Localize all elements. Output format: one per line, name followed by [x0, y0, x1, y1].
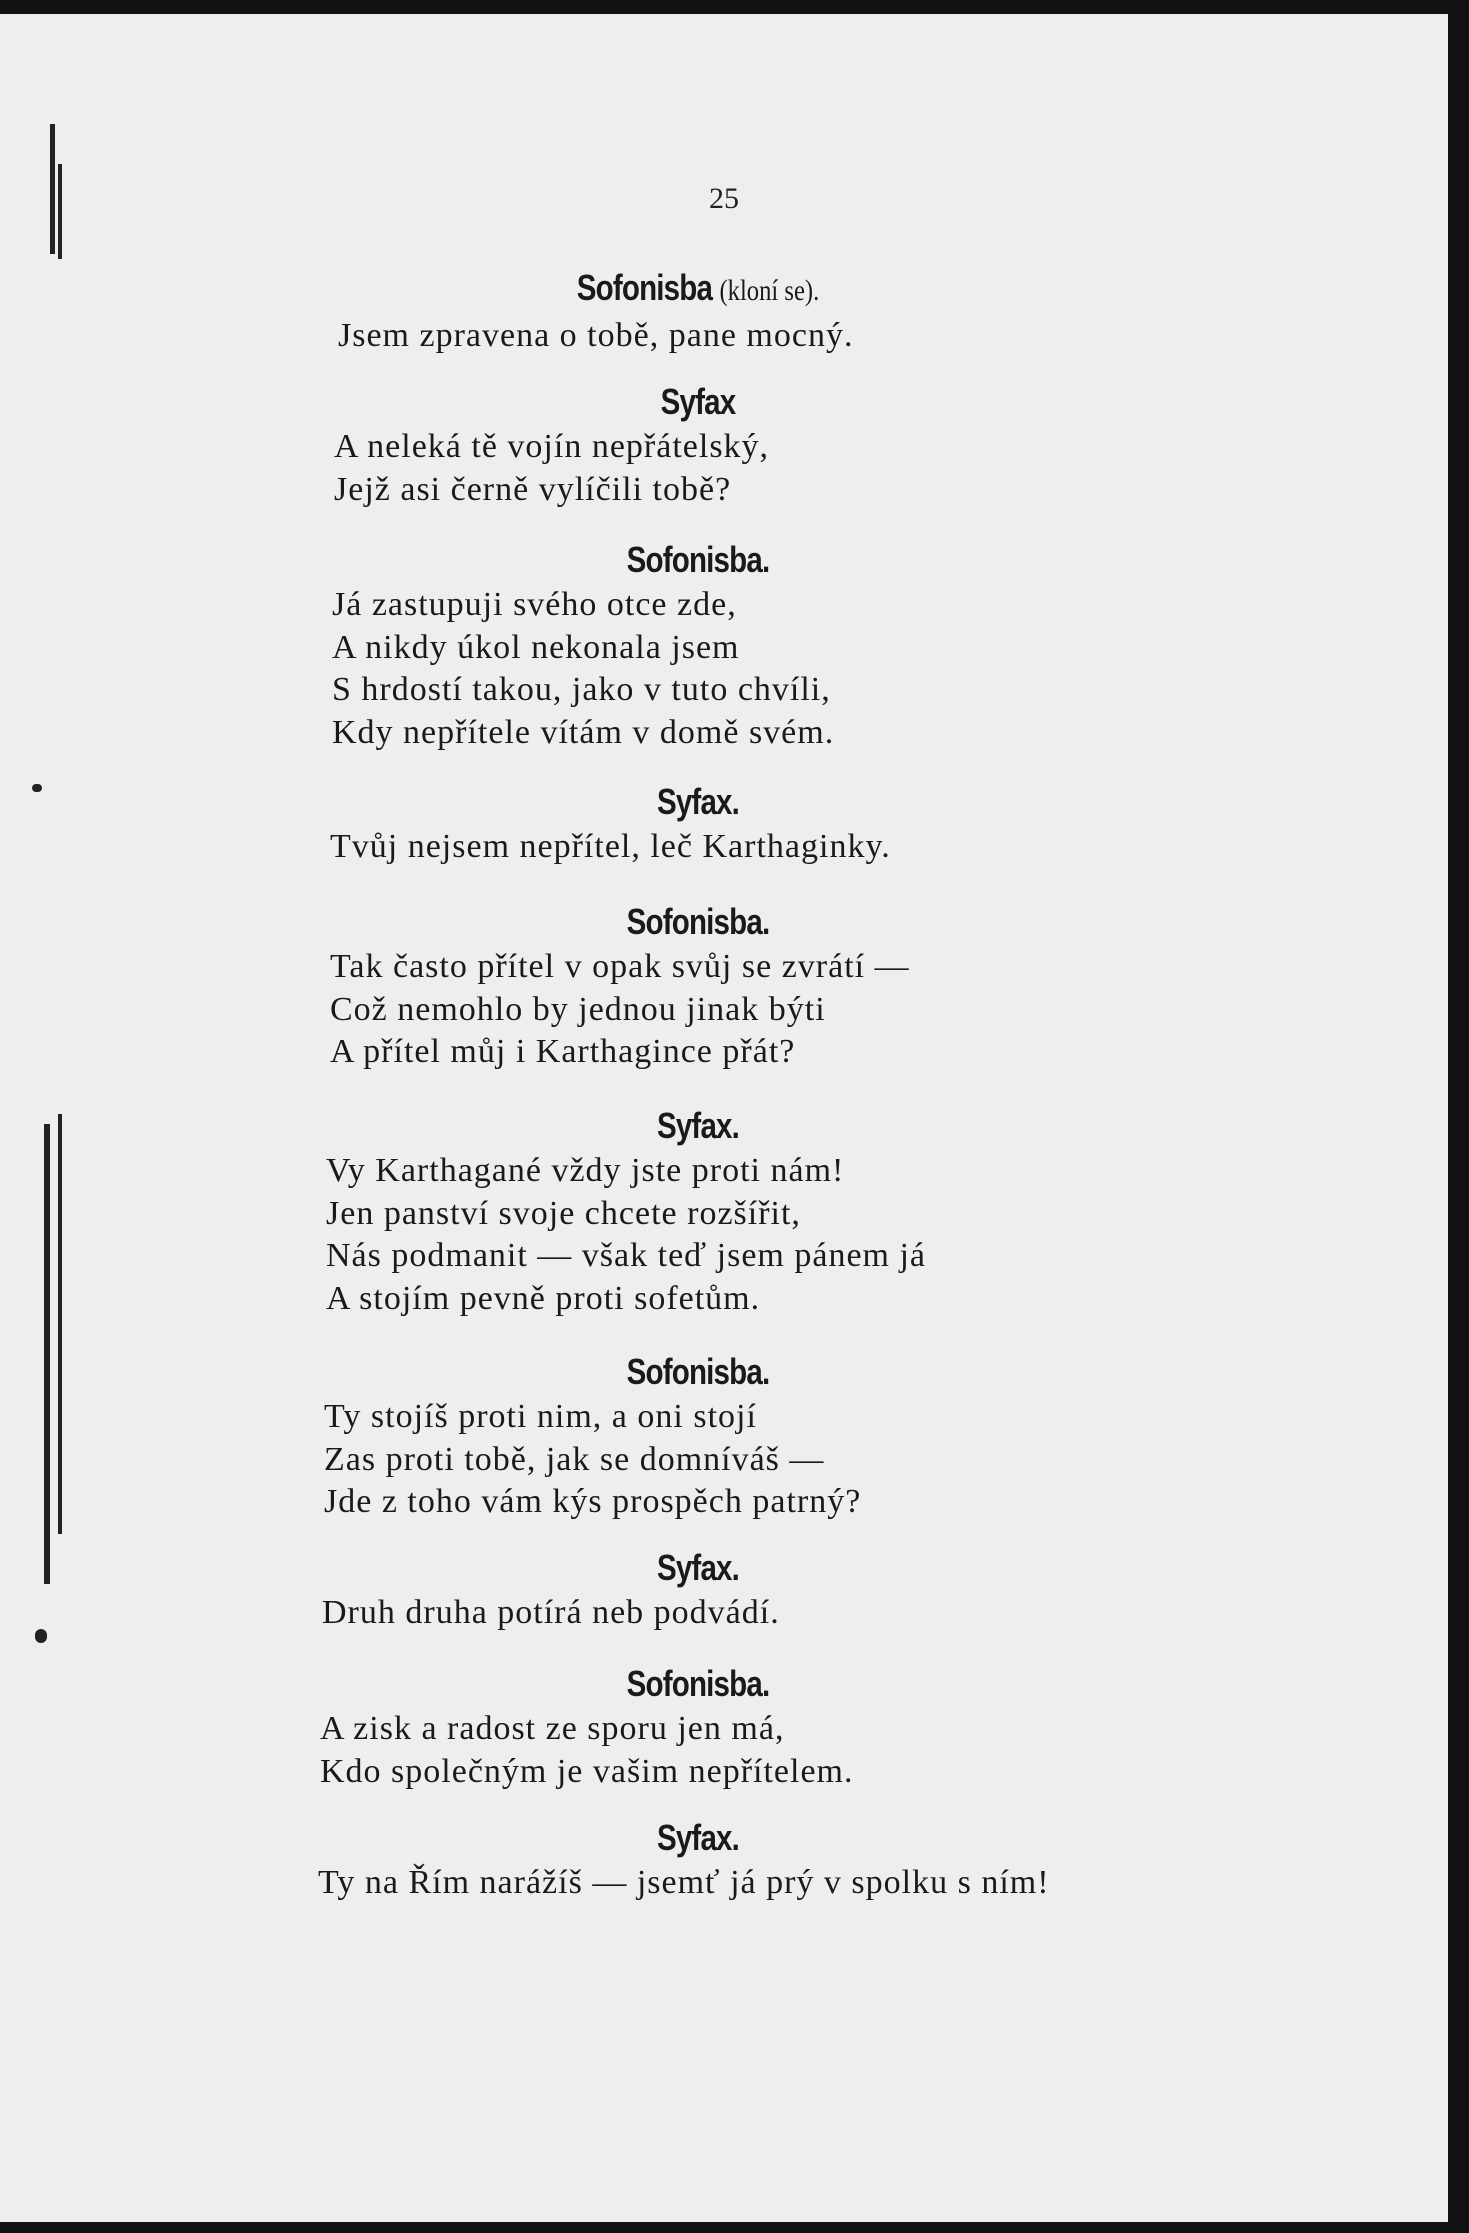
- verse-line: Tvůj nejsem nepřítel, leč Karthaginky.: [330, 828, 891, 865]
- verse-line: Kdy nepřítele vítám v domě svém.: [332, 713, 835, 751]
- speaker-name: Syfax: [660, 381, 736, 422]
- dialogue-block: [318, 1544, 1078, 1635]
- verse-line: Tak často přítel v opak svůj se zvrátí —: [330, 948, 910, 985]
- scan-artifact: [35, 1629, 47, 1643]
- dialogue-block: [318, 264, 1078, 358]
- speaker-name: [386, 264, 1009, 315]
- speaker-name: Syfax.: [656, 781, 740, 822]
- verse-line: Druh druha potírá neb podvádí.: [322, 1594, 780, 1631]
- verse-line: Nás podmanit — však teď jsem pánem já: [326, 1237, 927, 1274]
- verse-line: Což nemohlo by jednou jinak býti: [330, 990, 826, 1028]
- speaker-name: Syfax.: [656, 1105, 740, 1146]
- dialogue-block: [318, 778, 1078, 869]
- verse-line: Ty na Řím narážíš — jsemť já prý v spolku s ním!: [318, 1864, 1050, 1901]
- dialogue-block: [318, 1102, 1078, 1320]
- scan-artifact: [44, 1124, 50, 1584]
- speaker-name: Sofonisba.: [626, 901, 770, 942]
- book-page: [0, 14, 1448, 2222]
- stage-direction: (kloní se).: [719, 274, 820, 307]
- verse-line: Já zastupuji svého otce zde,: [332, 586, 737, 623]
- verse-line: Vy Karthagané vždy jste proti nám!: [326, 1152, 845, 1189]
- dialogue-block: [318, 1660, 1078, 1793]
- speaker-label: Sofonisba: [576, 267, 713, 308]
- verse-line: A přítel můj i Karthagince přát?: [330, 1033, 796, 1070]
- speaker-name: Syfax.: [656, 1817, 740, 1858]
- dialogue-block: [318, 378, 1078, 511]
- verse-line: Ty stojíš proti nim, a oni stojí: [324, 1398, 757, 1435]
- verse-line: A nikdy úkol nekonala jsem: [332, 628, 740, 666]
- verse-line: A stojím pevně proti sofetům.: [326, 1279, 761, 1317]
- scan-artifact: [58, 1114, 62, 1534]
- speaker-name: Sofonisba.: [626, 539, 770, 580]
- dialogue-block: [318, 1814, 1078, 1905]
- verse-line: Jde z toho vám kýs prospěch patrný?: [324, 1483, 862, 1520]
- verse-line: Jen panství svoje chcete rozšířit,: [326, 1194, 801, 1232]
- scan-artifact: [58, 164, 62, 259]
- dialogue-block: [318, 536, 1078, 754]
- scan-artifact: [32, 784, 42, 792]
- verse-line: Zas proti tobě, jak se domníváš —: [324, 1440, 825, 1478]
- speaker-name: Sofonisba.: [626, 1351, 770, 1392]
- verse-line: A neleká tě vojín nepřátelský,: [334, 428, 770, 465]
- page-number: 25: [709, 182, 739, 215]
- verse-line: Jejž asi černě vylíčili tobě?: [334, 470, 732, 508]
- scan-artifact: [50, 124, 55, 254]
- speaker-name: Syfax.: [656, 1547, 740, 1588]
- dialogue-block: [318, 898, 1078, 1074]
- verse-line: Kdo společným je vašim nepřítelem.: [320, 1752, 854, 1790]
- verse-line: Jsem zpravena o tobě, pane mocný.: [338, 317, 854, 354]
- verse-line: S hrdostí takou, jako v tuto chvíli,: [332, 671, 831, 708]
- dialogue-block: [318, 1348, 1078, 1524]
- speaker-name: Sofonisba.: [626, 1663, 770, 1704]
- verse-line: A zisk a radost ze sporu jen má,: [320, 1710, 785, 1747]
